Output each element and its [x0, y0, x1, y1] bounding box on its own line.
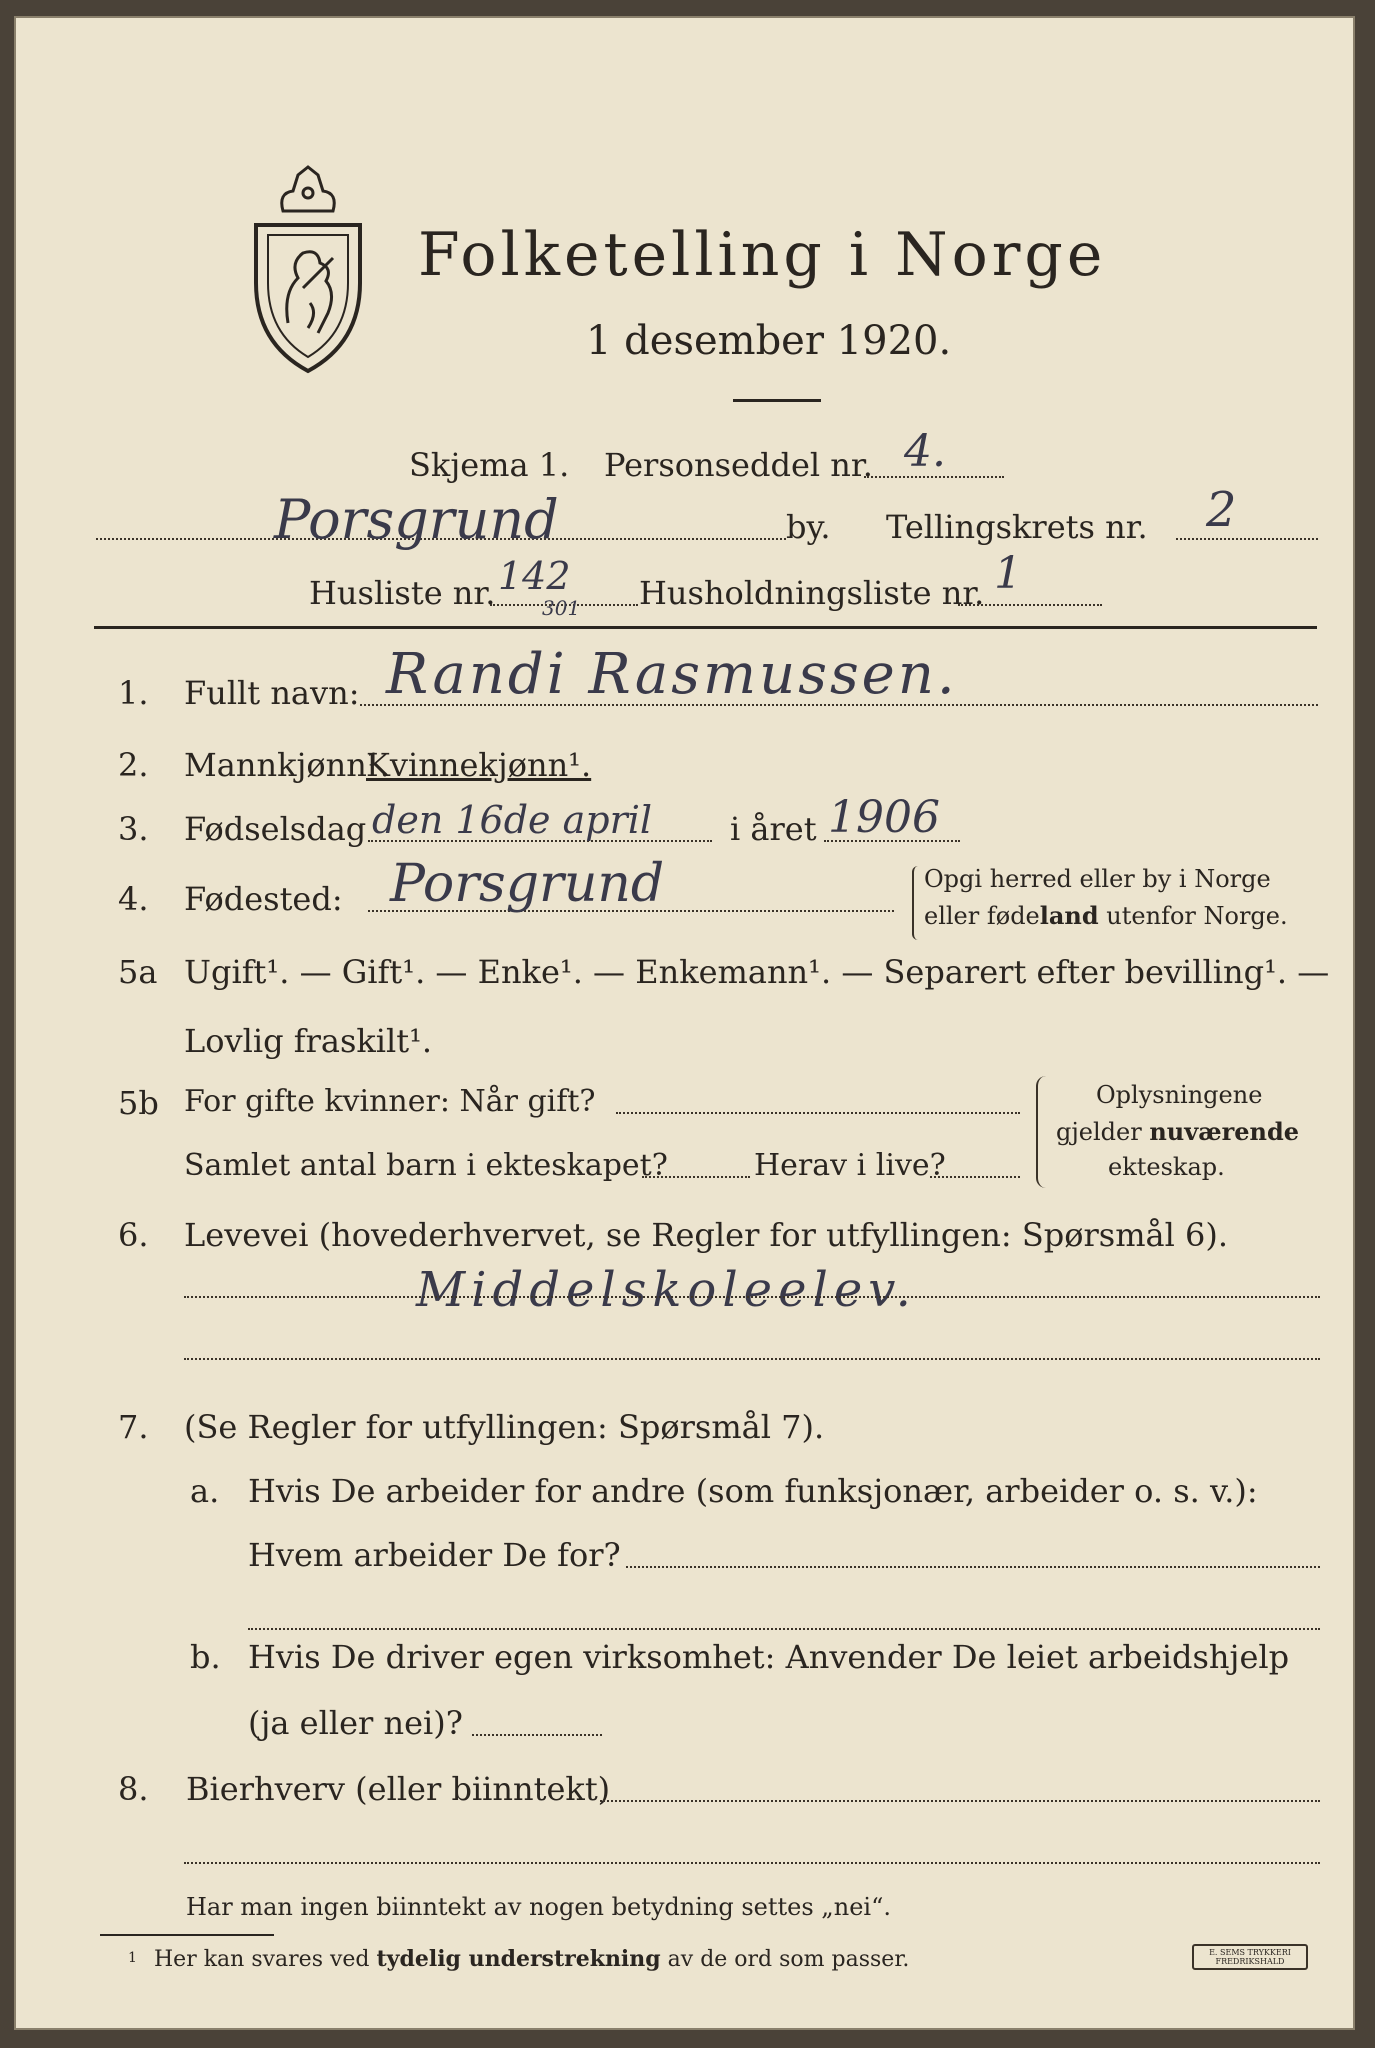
q1-label: Fullt navn:: [184, 674, 360, 712]
q5b-note-1: Oplysningene: [1096, 1081, 1263, 1109]
coat-of-arms-icon: [248, 163, 368, 378]
q5a-number: 5a: [118, 953, 158, 991]
occupation-line-2: [184, 1358, 1320, 1360]
header-rule: [94, 626, 1317, 629]
tellingskrets-label: Tellingskrets nr.: [886, 508, 1148, 546]
q8-note: Har man ingen biinntekt av nogen betydning settes „nei“.: [186, 1893, 891, 1921]
q5b-note-2: gjelder nuværende: [1056, 1117, 1300, 1146]
footnote-text: Her kan svares ved tydelig understrekning av de ord som passer.: [154, 1946, 910, 1972]
footnote-mark: 1: [128, 1950, 137, 1966]
title-divider: [733, 399, 821, 402]
civil-status-divorced-option[interactable]: Lovlig fraskilt¹.: [184, 1022, 433, 1060]
husliste-value[interactable]: 142: [498, 554, 571, 598]
q4-note-2: eller fødeland utenfor Norge.: [924, 901, 1288, 930]
gender-female-option[interactable]: Kvinnekjønn¹.: [366, 746, 592, 784]
q1-number: 1.: [118, 674, 149, 712]
husholdning-label: Husholdningsliste nr.: [639, 574, 985, 612]
side-income-line-2[interactable]: [184, 1862, 1320, 1864]
q7-number: 7.: [118, 1408, 149, 1446]
form-title: Folketelling i Norge: [418, 220, 1107, 290]
q6-number: 6.: [118, 1216, 149, 1254]
census-date: 1 desember 1920.: [586, 318, 952, 364]
q2-number: 2.: [118, 746, 149, 784]
occupation-line-1: [184, 1296, 1320, 1298]
q8-label: Bierhverv (eller biinntekt): [186, 1770, 611, 1808]
q8-number: 8.: [118, 1770, 149, 1808]
q3-number: 3.: [118, 810, 149, 848]
q6-label: Levevei (hovederhvervet, se Regler for utfyllingen: Spørsmål 6).: [184, 1216, 1229, 1254]
civil-status-options[interactable]: Ugift¹. — Gift¹. — Enke¹. — Enkemann¹. — Separert efter bevilling¹. —: [184, 953, 1330, 991]
footnote-rule: [100, 1934, 274, 1936]
q7a-line1: Hvis De arbeider for andre (som funksjonær, arbeider o. s. v.):: [248, 1472, 1258, 1510]
husholdning-line: [958, 604, 1102, 606]
q7b-line2: (ja eller nei)?: [248, 1704, 463, 1742]
q4-note-1: Opgi herred eller by i Norge: [924, 865, 1271, 893]
when-married-line[interactable]: [616, 1112, 1020, 1114]
q5b-alive-label: Herav i live?: [754, 1148, 946, 1183]
personseddel-value[interactable]: 4.: [904, 426, 946, 477]
birthday-value[interactable]: den 16de april: [372, 798, 653, 842]
q4-label: Fødested:: [184, 880, 343, 918]
q7b-line1: Hvis De driver egen virksomhet: Anvender De leiet arbeidshjelp: [248, 1638, 1290, 1676]
q3-label: Fødselsdag: [184, 810, 367, 848]
q5b-when-married-label: For gifte kvinner: Når gift?: [184, 1084, 596, 1119]
q5b-brace: [1036, 1076, 1048, 1188]
q5b-number: 5b: [118, 1084, 159, 1122]
q4-brace: [912, 866, 918, 940]
birthplace-value[interactable]: Porsgrund: [390, 854, 665, 914]
q5b-children-label: Samlet antal barn i ekteskapet?: [184, 1148, 668, 1183]
employer-line-1[interactable]: [626, 1566, 1320, 1568]
husliste-label: Husliste nr.: [309, 574, 496, 612]
personseddel-label: Personseddel nr.: [604, 446, 873, 484]
alive-line[interactable]: [930, 1176, 1020, 1178]
birth-year-value[interactable]: 1906: [828, 792, 940, 843]
q5b-note-3: ekteskap.: [1108, 1153, 1225, 1181]
q7a-letter: a.: [190, 1472, 220, 1510]
year-label: i året: [730, 810, 817, 848]
gender-male-option[interactable]: Mannkjønn¹.: [184, 746, 390, 784]
children-line[interactable]: [642, 1176, 750, 1178]
occupation-value[interactable]: Middelskoleelev.: [416, 1262, 917, 1318]
skjema-label: Skjema 1.: [409, 446, 570, 484]
q4-number: 4.: [118, 880, 149, 918]
by-label: by.: [786, 508, 831, 546]
side-income-line-1[interactable]: [600, 1800, 1320, 1802]
q7a-line2: Hvem arbeider De for?: [248, 1536, 621, 1574]
place-value[interactable]: Porsgrund: [274, 488, 559, 551]
printer-stamp: E. SEMS TRYKKERI FREDRIKSHALD: [1192, 1944, 1308, 1970]
hired-help-line[interactable]: [472, 1734, 602, 1736]
husholdning-value[interactable]: 1: [994, 548, 1022, 599]
tellingskrets-value[interactable]: 2: [1206, 482, 1237, 538]
census-form: [16, 18, 1353, 2028]
tellingskrets-line: [1176, 538, 1318, 540]
employer-line-2[interactable]: [248, 1628, 1320, 1630]
full-name-value[interactable]: Randi Rasmussen.: [386, 642, 958, 707]
q7b-letter: b.: [190, 1638, 221, 1676]
husliste-sub-value: 301: [542, 596, 581, 620]
q7-label: (Se Regler for utfyllingen: Spørsmål 7).: [184, 1408, 825, 1446]
